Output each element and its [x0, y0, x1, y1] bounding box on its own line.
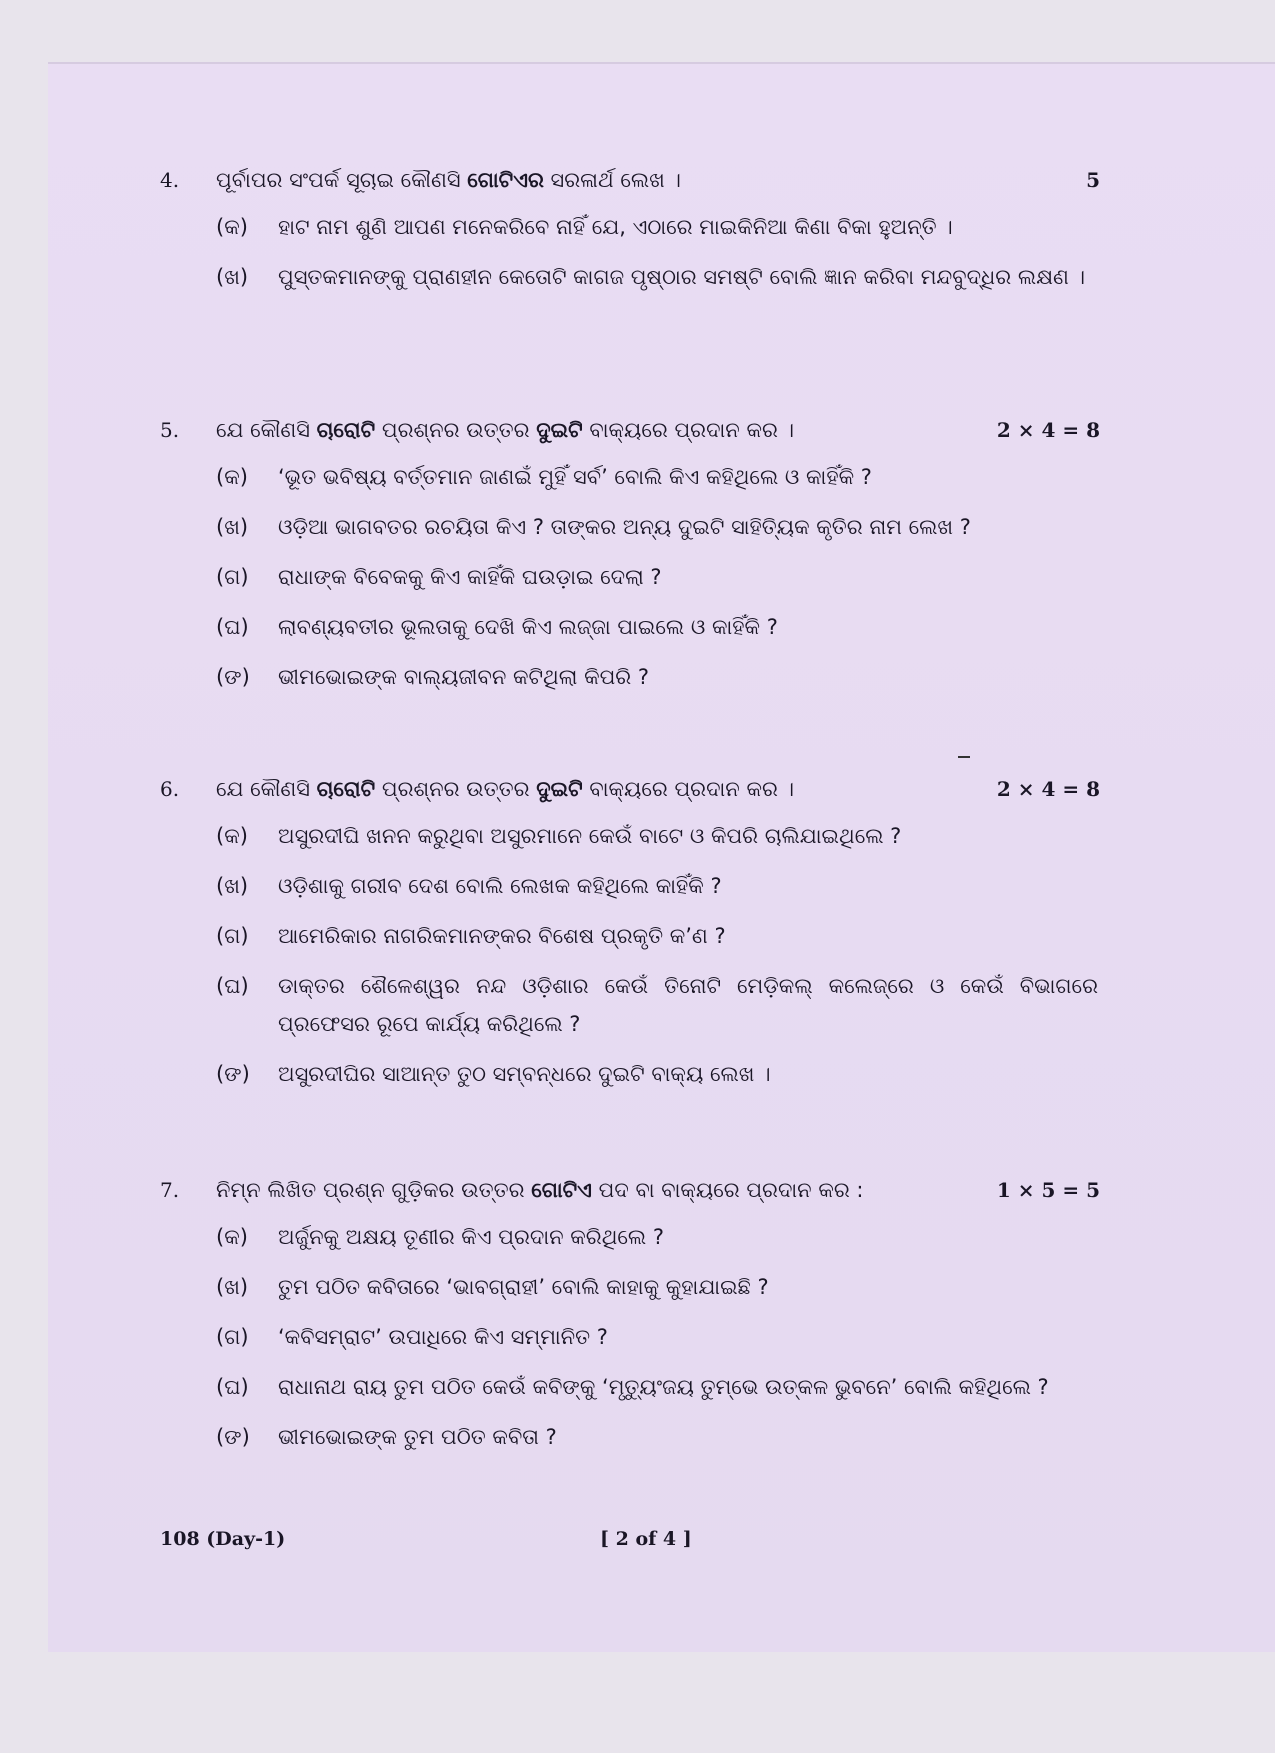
page-footer [160, 1528, 1100, 1558]
sub-question-text: ତୁମ ପଠିତ କବିତାରେ ‘ଭାବଗ୍ରାହୀ’ ବୋଲି କାହାକୁ କୁହାଯାଇଛି ? [278, 1275, 769, 1299]
sub-question-tag: (ଙ) [216, 1062, 250, 1086]
page-edge [48, 62, 1275, 64]
question-marks: 5 [1086, 168, 1100, 192]
question-prompt [216, 418, 956, 443]
sub-question-tag: (କ) [216, 465, 248, 489]
question-prompt [216, 168, 956, 193]
question-marks: 2 × 4 = 8 [996, 418, 1100, 442]
sub-question [160, 608, 1098, 646]
sub-question-tag: (କ) [216, 1225, 248, 1249]
page-number: [ 2 of 4 ] [600, 1528, 692, 1550]
sub-question-list [160, 817, 1100, 1093]
sub-question-tag: (ଙ) [216, 665, 250, 689]
question-marks: 2 × 4 = 8 [996, 777, 1100, 801]
sub-question [160, 508, 1098, 546]
prompt-emphasis: ଦୁଇଟି [536, 777, 583, 801]
sub-question [160, 1318, 1098, 1356]
sub-question [160, 208, 1098, 246]
question-number: 4. [160, 168, 180, 192]
sub-question-text: ରାଧାନାଥ ରାୟ ତୁମ ପଠିତ କେଉଁ କବିଙ୍କୁ ‘ମୃତ୍ୟୁଂଜୟ ତୁମ୍ଭେ ଉତ୍କଳ ଭୁବନେ’ ବୋଲି କହିଥିଲେ ? [278, 1375, 1049, 1399]
sub-question-tag: (ଘ) [216, 615, 249, 639]
prompt-emphasis: ଗୋଟିଏର [467, 168, 544, 192]
sub-question-text: ଅର୍ଜୁନକୁ ଅକ୍ଷୟ ତୂଣୀର କିଏ ପ୍ରଦାନ କରିଥିଲେ ? [278, 1225, 665, 1249]
sub-question [160, 1218, 1098, 1256]
prompt-emphasis: ଚାରୋଟି [316, 418, 376, 442]
sub-question-text: ଓଡ଼ିଆ ଭାଗବତର ରଚୟିତା କିଏ ? ତାଙ୍କର ଅନ୍ୟ ଦୁଇଟି ସାହିତ୍ୟିକ କୃତିର ନାମ ଲେଖ ? [278, 515, 971, 539]
question-prompt [216, 777, 956, 802]
sub-question-text: ‘କବିସମ୍ରାଟ’ ଉପାଧିରେ କିଏ ସମ୍ମାନିତ ? [278, 1325, 608, 1349]
sub-question-list [160, 1218, 1100, 1456]
sub-question-tag: (ଖ) [216, 1275, 249, 1299]
sub-question [160, 258, 1098, 296]
sub-question [160, 558, 1098, 596]
sub-question-text: ‘ଭୂତ ଭବିଷ୍ୟ ବର୍ତ୍ତମାନ ଜାଣଇଁ ମୁହିଁ ସର୍ବ’ ବୋଲି କିଏ କହିଥିଲେ ଓ କାହିଁକି ? [278, 465, 872, 489]
sub-question-text: ଲାବଣ୍ୟବତୀର ଭୂଲତାକୁ ଦେଖି କିଏ ଲଜ୍ଜା ପାଇଲେ ଓ କାହିଁକି ? [278, 615, 778, 639]
sub-question-tag: (ଖ) [216, 874, 249, 898]
prompt-text: ପୂର୍ବାପର ସଂପର୍କ ସୂଚାଇ କୌଣସି [216, 168, 468, 192]
prompt-text: ବାକ୍ୟରେ ପ୍ରଦାନ କର । [582, 418, 795, 442]
sub-question [160, 658, 1098, 696]
stray-mark [958, 756, 970, 758]
prompt-text: ନିମ୍ନ ଲିଖିତ ପ୍ରଶ୍ନ ଗୁଡ଼ିକର ଉତ୍ତର [216, 1178, 532, 1202]
prompt-text: ପ୍ରଶ୍ନର ଉତ୍ତର [375, 418, 537, 442]
sub-question-tag: (ଗ) [216, 565, 249, 589]
sub-question-tag: (ଖ) [216, 515, 249, 539]
question-7 [160, 1178, 1100, 1468]
sub-question [160, 1418, 1098, 1456]
prompt-text: ସରଳାର୍ଥ ଲେଖ । [543, 168, 681, 192]
prompt-emphasis: ଚାରୋଟି [316, 777, 376, 801]
question-header [160, 1178, 1100, 1218]
prompt-emphasis: ଗୋଟିଏ [531, 1178, 592, 1202]
sub-question-text: ଭୀମଭୋଇଙ୍କ ବାଲ୍ୟଜୀବନ କଟିଥିଲା କିପରି ? [278, 665, 650, 689]
sub-question-text: ହାଟ ନାମ ଶୁଣି ଆପଣ ମନେକରିବେ ନାହିଁ ଯେ, ଏଠାରେ ମାଇକିନିଆ କିଣା ବିକା ହୁଅନ୍ତି । [278, 215, 953, 239]
question-number: 7. [160, 1178, 180, 1202]
sub-question-text: ଆମେରିକାର ନାଗରିକମାନଙ୍କର ବିଶେଷ ପ୍ରକୃତି କ’ଣ ? [278, 924, 726, 948]
sub-question [160, 817, 1098, 855]
sub-question [160, 867, 1098, 905]
question-header [160, 777, 1100, 817]
sub-question [160, 1055, 1098, 1093]
paper-code: 108 (Day-1) [160, 1528, 286, 1550]
sub-question-tag: (ଙ) [216, 1425, 250, 1449]
sub-question-list [160, 458, 1100, 696]
sub-question-tag: (ଗ) [216, 924, 249, 948]
prompt-emphasis: ଦୁଇଟି [536, 418, 583, 442]
question-number: 6. [160, 777, 180, 801]
question-header [160, 168, 1100, 208]
sub-question-text: ଭୀମଭୋଇଙ୍କ ତୁମ ପଠିତ କବିତା ? [278, 1425, 557, 1449]
sub-question [160, 1268, 1098, 1306]
question-header [160, 418, 1100, 458]
sub-question-list [160, 208, 1100, 296]
sub-question-tag: (ଖ) [216, 265, 249, 289]
prompt-text: ବାକ୍ୟରେ ପ୍ରଦାନ କର । [582, 777, 795, 801]
sub-question-tag: (କ) [216, 215, 248, 239]
sub-question-text: ଅସୁରଦୀଘି ଖନନ କରୁଥିବା ଅସୁରମାନେ କେଉଁ ବାଟେ ଓ କିପରି ଚାଲିଯାଇଥିଲେ ? [278, 824, 902, 848]
prompt-text: ଯେ କୌଣସି [216, 418, 317, 442]
sub-question [160, 967, 1098, 1043]
sub-question-text: ଡାକ୍ତର ଶୈଳେଶ୍ୱର ନନ୍ଦ ଓଡ଼ିଶାର କେଉଁ ତିନୋଟି ମେଡ଼ିକଲ୍ କଲେଜ୍‌ରେ ଓ କେଉଁ ବିଭାଗରେ ପ୍ରଫେସର ରୂପେ କାର୍ଯ୍ୟ କରିଥିଲେ ? [278, 974, 1098, 1036]
sub-question-text: ରାଧାଙ୍କ ବିବେକକୁ କିଏ କାହିଁକି ଘଉଡ଼ାଇ ଦେଲା ? [278, 565, 662, 589]
sub-question-text: ଅସୁରଦୀଘିର ସାଆନ୍ତ ତୁଠ ସମ୍ବନ୍ଧରେ ଦୁଇଟି ବାକ୍ୟ ଲେଖ । [278, 1062, 771, 1086]
question-prompt [216, 1178, 956, 1203]
question-number: 5. [160, 418, 180, 442]
question-marks: 1 × 5 = 5 [996, 1178, 1100, 1202]
sub-question-tag: (ଘ) [216, 1375, 249, 1399]
sub-question [160, 1368, 1098, 1406]
sub-question-text: ପୁସ୍ତକମାନଙ୍କୁ ପ୍ରାଣହୀନ କେତୋଟି କାଗଜ ପୃଷ୍ଠାର ସମଷ୍ଟି ବୋଲି ଜ୍ଞାନ କରିବା ମନ୍ଦବୁଦ୍ଧିର ଲକ୍ଷଣ । [278, 265, 1086, 289]
prompt-text: ଯେ କୌଣସି [216, 777, 317, 801]
sub-question [160, 458, 1098, 496]
sub-question [160, 917, 1098, 955]
sub-question-tag: (ଗ) [216, 1325, 249, 1349]
question-6 [160, 777, 1100, 1105]
prompt-text: ପଦ ବା ବାକ୍ୟରେ ପ୍ରଦାନ କର : [591, 1178, 864, 1202]
question-5 [160, 418, 1100, 708]
sub-question-text: ଓଡ଼ିଶାକୁ ଗରୀବ ଦେଶ ବୋଲି ଲେଖକ କହିଥିଲେ କାହିଁକି ? [278, 874, 722, 898]
question-4 [160, 168, 1100, 308]
sub-question-tag: (ଘ) [216, 974, 249, 998]
prompt-text: ପ୍ରଶ୍ନର ଉତ୍ତର [375, 777, 537, 801]
sub-question-tag: (କ) [216, 824, 248, 848]
